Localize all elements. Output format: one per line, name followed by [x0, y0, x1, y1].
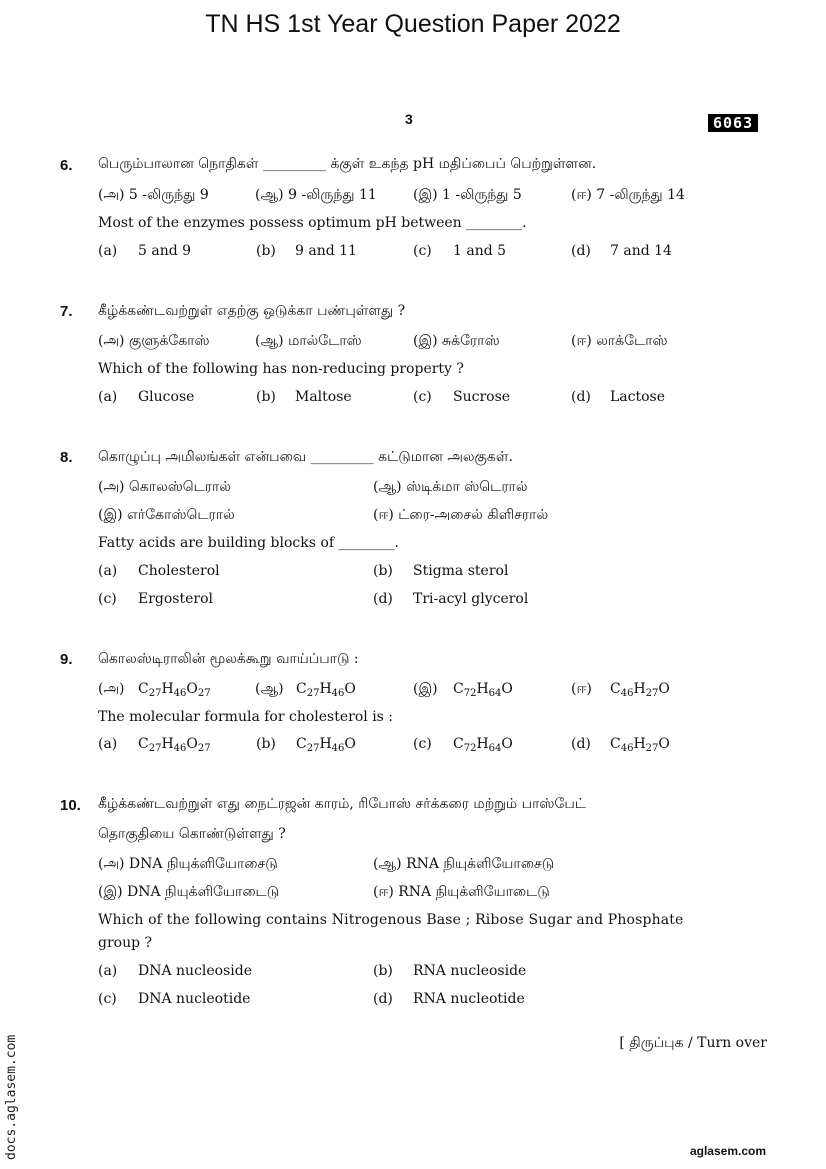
formula-element: C — [453, 681, 464, 697]
formula-element: C — [296, 681, 307, 697]
formula-subscript: 46 — [331, 688, 345, 699]
tamil-formula-option — [138, 681, 211, 697]
tamil-option: (அ) கொலஸ்டெரால் — [98, 479, 231, 495]
formula-subscript: 27 — [148, 743, 162, 754]
question-english-text: The molecular formula for cholesterol is : — [98, 709, 394, 725]
question-number: 9. — [60, 651, 73, 668]
question-number: 6. — [60, 157, 73, 174]
question-english-text: Fatty acids are building blocks of ________. — [98, 535, 399, 551]
formula-subscript: 27 — [197, 688, 211, 699]
question-tamil-text: பெரும்பாலான நொதிகள் _________ க்குள் உகந்த pH மதிப்பைப் பெற்றுள்ளன. — [98, 156, 597, 172]
tamil-option-label: (அ) — [98, 681, 125, 697]
formula-subscript: 46 — [620, 743, 634, 754]
tamil-option: (இ) 1 -லிருந்து 5 — [413, 187, 522, 203]
tamil-option: (ஆ) மால்டோஸ் — [255, 333, 362, 349]
paper-code-badge: 6063 — [708, 114, 758, 132]
option-text: Cholesterol — [138, 563, 220, 579]
option-text: Glucose — [138, 389, 195, 405]
question-tamil-text: கொலஸ்டிராலின் மூலக்கூறு வாய்ப்பாடு : — [98, 651, 359, 667]
formula-subscript: 27 — [148, 688, 162, 699]
option-text: DNA nucleotide — [138, 991, 251, 1007]
question-tamil-text: தொகுதியை கொண்டுள்ளது ? — [98, 826, 286, 842]
tamil-option: (அ) DNA நியுக்ளியோசைடு — [98, 856, 278, 872]
option-text: Stigma sterol — [413, 563, 509, 579]
option-label: (a) — [98, 563, 118, 579]
formula-element: C — [610, 681, 621, 697]
option-label: (d) — [571, 736, 591, 752]
question-tamil-text: கீழ்க்கண்டவற்றுள் எது நைட்ரஜன் காரம், ரிபோஸ் சர்க்கரை மற்றும் பாஸ்பேட் — [98, 796, 586, 812]
option-text: RNA nucleoside — [413, 963, 527, 979]
option-text: Lactose — [610, 389, 666, 405]
formula-element: H — [633, 736, 646, 752]
option-text: 1 and 5 — [453, 243, 507, 259]
option-text: RNA nucleotide — [413, 991, 525, 1007]
formula-subscript: 64 — [488, 688, 502, 699]
tamil-option: (அ) 5 -லிருந்து 9 — [98, 187, 209, 203]
footer-brand: aglasem.com — [689, 1144, 766, 1158]
formula-element: O — [344, 681, 356, 697]
formula-element: O — [344, 736, 356, 752]
option-label: (d) — [571, 389, 591, 405]
question-english-text: Which of the following contains Nitrogenous Base ; Ribose Sugar and Phosphate — [98, 912, 684, 928]
option-label: (a) — [98, 243, 118, 259]
side-watermark: docs.aglasem.com — [4, 1034, 19, 1160]
formula-subscript: 72 — [463, 688, 477, 699]
tamil-option-label: (ஈ) — [571, 681, 592, 697]
tamil-formula-option — [453, 681, 513, 697]
option-label: (c) — [413, 389, 432, 405]
option-text: Maltose — [295, 389, 352, 405]
formula-subscript: 46 — [331, 743, 345, 754]
formula-subscript: 72 — [463, 743, 477, 754]
option-label: (d) — [571, 243, 591, 259]
tamil-formula-option — [610, 681, 670, 697]
option-label: (a) — [98, 963, 118, 979]
formula-option — [610, 736, 670, 752]
formula-element: H — [633, 681, 646, 697]
formula-option — [296, 736, 356, 752]
formula-element: H — [161, 681, 174, 697]
page-title: TN HS 1st Year Question Paper 2022 — [205, 10, 621, 38]
option-label: (d) — [373, 991, 393, 1007]
option-label: (b) — [373, 563, 393, 579]
option-label: (d) — [373, 591, 393, 607]
formula-element: O — [501, 681, 513, 697]
option-text: DNA nucleoside — [138, 963, 253, 979]
formula-subscript: 27 — [645, 743, 659, 754]
option-label: (b) — [373, 963, 393, 979]
formula-element: C — [296, 736, 307, 752]
formula-subscript: 46 — [620, 688, 634, 699]
question-number: 7. — [60, 303, 73, 320]
formula-element: O — [658, 736, 670, 752]
question-english-text: Which of the following has non-reducing property ? — [98, 361, 464, 377]
formula-element: H — [319, 681, 332, 697]
formula-subscript: 27 — [306, 743, 320, 754]
formula-subscript: 27 — [197, 743, 211, 754]
option-label: (a) — [98, 389, 118, 405]
option-label: (c) — [98, 591, 117, 607]
tamil-option: (ஆ) ஸ்டிக்மா ஸ்டெரால் — [373, 479, 528, 495]
tamil-option: (இ) சுக்ரோஸ் — [413, 333, 500, 349]
tamil-option: (ஆ) 9 -லிருந்து 11 — [255, 187, 377, 203]
question-english-text: Most of the enzymes possess optimum pH between ________. — [98, 215, 527, 231]
turn-over-note: [ திருப்புக / Turn over — [619, 1035, 767, 1051]
option-text: 7 and 14 — [610, 243, 672, 259]
tamil-option: (இ) எர்கோஸ்டெரால் — [98, 507, 235, 523]
formula-subscript: 27 — [645, 688, 659, 699]
option-text: Tri-acyl glycerol — [413, 591, 529, 607]
formula-subscript: 64 — [488, 743, 502, 754]
option-label: (b) — [256, 389, 276, 405]
formula-element: O — [186, 681, 198, 697]
question-english-text: group ? — [98, 935, 153, 951]
formula-element: C — [610, 736, 621, 752]
question-number: 8. — [60, 449, 73, 466]
tamil-option: (ஈ) 7 -லிருந்து 14 — [571, 187, 685, 203]
formula-option — [453, 736, 513, 752]
page-number: 3 — [405, 111, 413, 127]
question-tamil-text: கொழுப்பு அமிலங்கள் என்பவை _________ கட்டுமான அலகுகள். — [98, 449, 513, 465]
formula-element: H — [319, 736, 332, 752]
question-number: 10. — [60, 797, 81, 814]
formula-element: O — [658, 681, 670, 697]
option-label: (b) — [256, 736, 276, 752]
tamil-option-label: (இ) — [413, 681, 438, 697]
tamil-option-label: (ஆ) — [255, 681, 284, 697]
tamil-formula-option — [296, 681, 356, 697]
option-text: Sucrose — [453, 389, 511, 405]
option-label: (c) — [98, 991, 117, 1007]
formula-option — [138, 736, 211, 752]
tamil-option: (ஈ) RNA நியுக்ளியோடைடு — [373, 884, 550, 900]
formula-element: C — [138, 681, 149, 697]
question-tamil-text: கீழ்க்கண்டவற்றுள் எதற்கு ஒடுக்கா பண்புள்ளது ? — [98, 303, 406, 319]
formula-element: O — [186, 736, 198, 752]
option-text: 9 and 11 — [295, 243, 357, 259]
formula-element: H — [476, 736, 489, 752]
option-text: 5 and 9 — [138, 243, 192, 259]
formula-subscript: 46 — [173, 743, 187, 754]
formula-element: C — [453, 736, 464, 752]
option-label: (b) — [256, 243, 276, 259]
formula-element: H — [161, 736, 174, 752]
formula-subscript: 46 — [173, 688, 187, 699]
option-label: (a) — [98, 736, 118, 752]
tamil-option: (அ) குளுக்கோஸ் — [98, 333, 210, 349]
option-text: Ergosterol — [138, 591, 213, 607]
tamil-option: (ஈ) ட்ரை-அசைல் கிளிசரால் — [373, 507, 549, 523]
option-label: (c) — [413, 736, 432, 752]
formula-element: C — [138, 736, 149, 752]
formula-element: O — [501, 736, 513, 752]
tamil-option: (ஆ) RNA நியுக்ளியோசைடு — [373, 856, 555, 872]
tamil-option: (இ) DNA நியுக்ளியோடைடு — [98, 884, 280, 900]
option-label: (c) — [413, 243, 432, 259]
formula-subscript: 27 — [306, 688, 320, 699]
formula-element: H — [476, 681, 489, 697]
tamil-option: (ஈ) லாக்டோஸ் — [571, 333, 668, 349]
